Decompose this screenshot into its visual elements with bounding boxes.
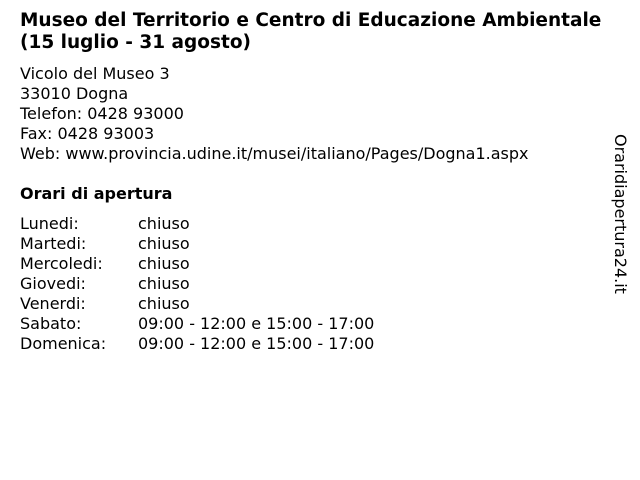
phone-number: Telefon: 0428 93000 — [20, 104, 184, 123]
day-label: Lunedi: — [20, 214, 79, 233]
day-label: Domenica: — [20, 334, 107, 353]
hours-row-saturday — [20, 314, 374, 334]
hours-row-sunday — [20, 334, 374, 354]
day-label: Martedi: — [20, 234, 87, 253]
day-label: Giovedi: — [20, 274, 86, 293]
hours-row-friday — [20, 294, 374, 314]
fax-number: Fax: 0428 93003 — [20, 124, 155, 143]
day-hours: chiuso — [138, 274, 190, 293]
hours-row-monday — [20, 214, 374, 234]
postal-city: 33010 Dogna — [20, 84, 129, 103]
day-label: Venerdi: — [20, 294, 86, 313]
day-label: Mercoledi: — [20, 254, 103, 273]
day-hours: 09:00 - 12:00 e 15:00 - 17:00 — [138, 334, 375, 353]
day-label: Sabato: — [20, 314, 82, 333]
site-brand-watermark: Oraridiapertura24.it — [611, 134, 630, 294]
hours-row-thursday — [20, 274, 374, 294]
day-hours: chiuso — [138, 234, 190, 253]
day-hours: chiuso — [138, 294, 190, 313]
page-title: Museo del Territorio e Centro di Educazione Ambientale (15 luglio - 31 agosto) — [20, 10, 602, 53]
opening-hours-heading: Orari di apertura — [20, 184, 173, 203]
day-hours: chiuso — [138, 214, 190, 233]
street-address: Vicolo del Museo 3 — [20, 64, 170, 83]
contact-info — [20, 64, 529, 164]
hours-row-wednesday — [20, 254, 374, 274]
opening-hours-table — [20, 214, 374, 354]
day-hours: chiuso — [138, 254, 190, 273]
hours-row-tuesday — [20, 234, 374, 254]
day-hours: 09:00 - 12:00 e 15:00 - 17:00 — [138, 314, 375, 333]
website-link[interactable]: Web: www.provincia.udine.it/musei/italiano/Pages/Dogna1.aspx — [20, 144, 529, 163]
